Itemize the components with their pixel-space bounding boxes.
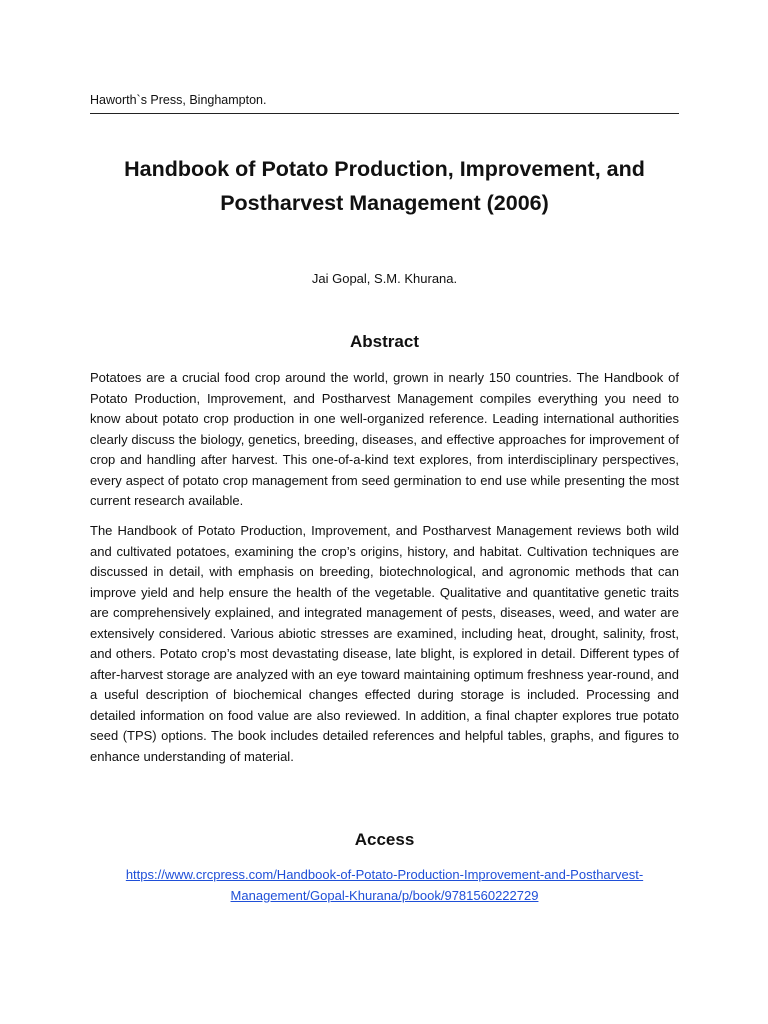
abstract-paragraph-2: The Handbook of Potato Production, Improvement, and Postharvest Management reviews both wild and cultivated potatoes, examining the crop’s origins, history, and habitat. Cultivation techniques are discussed in detail, with emphasis on breeding, biotechnological, and agronomic methods that can improve yield and help ensure the health of the vegetable. Qualitative and quantitative genetic traits are comprehensively explained, and integrated management of pests, diseases, weed, and water are extensively considered. Various abiotic stresses are examined, including heat, drought, salinity, frost, and others. Potato crop’s most devastating disease, late blight, is explored in detail. Different types of after-harvest storage are analyzed with an eye toward maintaining optimum freshness year-round, and a useful description of biochemical changes effected during storage is included. Processing and detailed information on food value are also reviewed. In addition, a final chapter explores true potato seed (TPS) options. The book includes detailed references and helpful tables, graphs, and figures to enhance understanding of material. bbox=[90, 523, 679, 764]
abstract-heading: Abstract bbox=[350, 332, 419, 351]
title-line-2: Postharvest Management (2006) bbox=[220, 191, 549, 215]
authors: Jai Gopal, S.M. Khurana. bbox=[311, 271, 458, 286]
document-page bbox=[90, 0, 679, 1024]
access-heading: Access bbox=[354, 830, 415, 849]
publisher-header bbox=[90, 92, 679, 114]
access-link-line-2: Management/Gopal-Khurana/p/book/9781560222729 bbox=[230, 887, 539, 903]
access-link-line-1: https://www.crcpress.com/Handbook-of-Potato-Production-Improvement-and-Postharvest- bbox=[125, 867, 644, 882]
document-title bbox=[90, 152, 679, 220]
abstract-paragraph-1: Potatoes are a crucial food crop around the world, grown in nearly 150 countries. The Handbook of Potato Production, Improvement, and Postharvest Management compiles everything you need to know about potato crop production in one well-organized reference. Leading international authorities clearly discuss the biology, genetics, breeding, diseases, and effective approaches for improvement of crop and handling after harvest. This one-of-a-kind text explores, from interdisciplinary perspectives, every aspect of potato crop management from seed germination to end use while presenting the most current research available. bbox=[90, 370, 679, 508]
access-link[interactable] bbox=[90, 865, 679, 906]
publisher-text: Haworth`s Press, Binghampton. bbox=[90, 93, 267, 107]
title-line-1: Handbook of Potato Production, Improvement, and bbox=[124, 157, 645, 181]
